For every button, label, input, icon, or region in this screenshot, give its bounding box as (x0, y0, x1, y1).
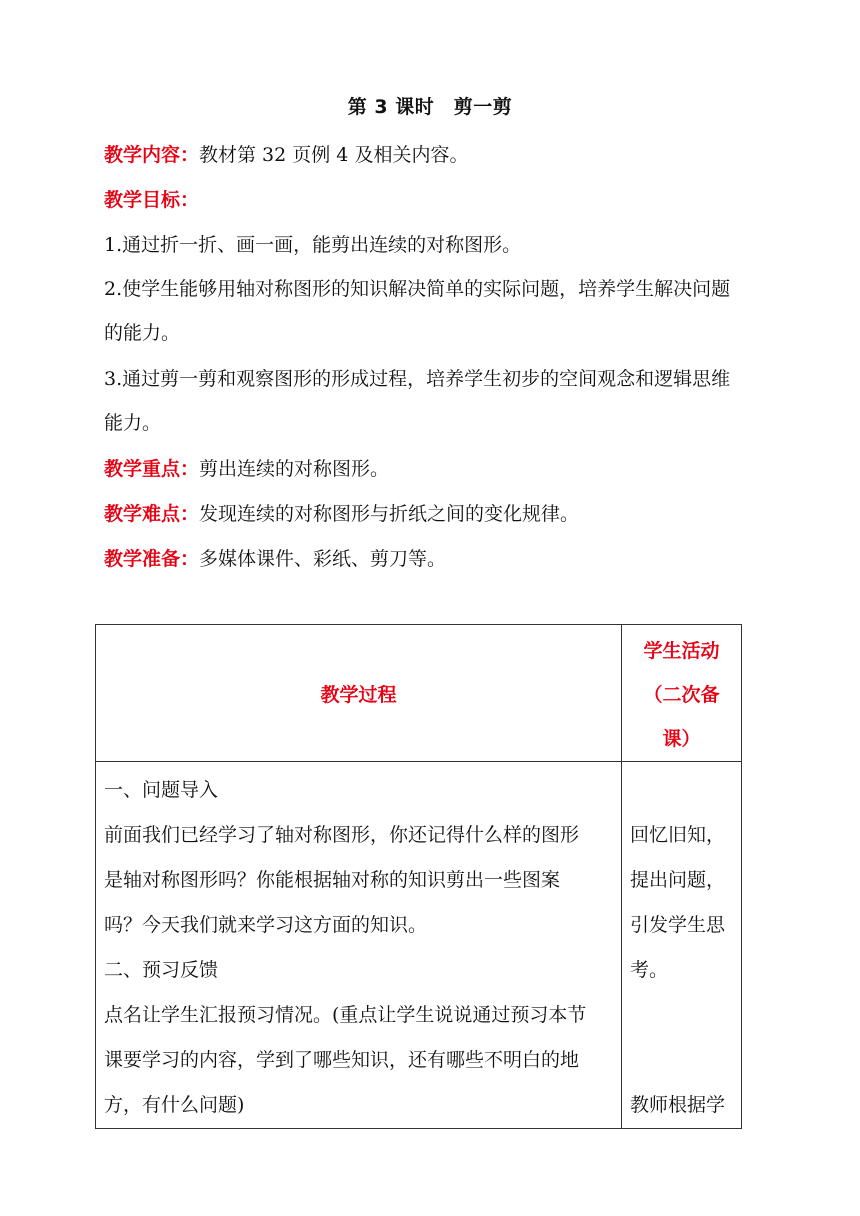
header-student-activity (622, 625, 742, 762)
key-point-label: 教学重点： (104, 458, 200, 480)
teaching-content-line (104, 140, 468, 167)
preparation-label: 教学准备： (104, 548, 200, 570)
difficulty-label: 教学难点： (104, 503, 200, 525)
difficulty-text: 发现连续的对称图形与折纸之间的变化规律。 (199, 503, 580, 525)
paragraph-line: 方，有什么问题) (104, 1094, 245, 1116)
header-side-line: 课） (662, 728, 701, 750)
paragraph-line: 前面我们已经学习了轴对称图形，你还记得什么样的图形 (104, 824, 580, 846)
paragraph-line: 吗？今天我们就来学习这方面的知识。 (104, 914, 428, 936)
preparation-text: 多媒体课件、彩纸、剪刀等。 (199, 548, 447, 570)
activity-line: 考。 (630, 959, 669, 981)
table-header-row (96, 625, 742, 762)
activity-line: 回忆旧知， (630, 824, 726, 846)
teaching-process-table (95, 624, 742, 1129)
header-teaching-process: 教学过程 (96, 625, 622, 762)
activity-line: 引发学生思 (630, 914, 726, 936)
difficulty-line (104, 499, 579, 526)
header-side-line: （二次备 (643, 684, 720, 706)
goal-3-line-2: 能力。 (104, 412, 162, 434)
student-activity-cell (622, 762, 742, 1129)
paragraph-line: 点名让学生汇报预习情况。(重点让学生说说通过预习本节 (104, 1004, 587, 1026)
teaching-goals-label: 教学目标： (104, 189, 200, 211)
activity-line: 提出问题， (630, 869, 726, 891)
goal-2-line-2: 的能力。 (104, 322, 181, 344)
preparation-line (104, 544, 446, 571)
table-body-row (96, 762, 742, 1129)
section-title: 一、问题导入 (104, 779, 219, 801)
paragraph-line: 是轴对称图形吗？你能根据轴对称的知识剪出一些图案 (104, 869, 561, 891)
key-point-line (104, 454, 389, 481)
page-title: 第 3 课时 剪一剪 (347, 96, 513, 118)
goal-2-line-1: 2.使学生能够用轴对称图形的知识解决简单的实际问题，培养学生解决问题 (104, 278, 731, 300)
paragraph-line: 课要学习的内容，学到了哪些知识，还有哪些不明白的地 (104, 1049, 580, 1071)
section-title: 二、预习反馈 (104, 959, 219, 981)
key-point-text: 剪出连续的对称图形。 (199, 458, 390, 480)
teaching-goals-line (104, 185, 199, 212)
goal-1: 1.通过折一折、画一画，能剪出连续的对称图形。 (104, 234, 522, 256)
teaching-content-label: 教学内容： (104, 144, 200, 166)
teaching-content-text: 教材第 32 页例 4 及相关内容。 (199, 144, 469, 166)
process-content-cell (96, 762, 622, 1129)
header-side-line: 学生活动 (643, 640, 720, 662)
goal-3-line-1: 3.通过剪一剪和观察图形的形成过程，培养学生初步的空间观念和逻辑思维 (104, 368, 731, 390)
activity-line: 教师根据学 (630, 1094, 726, 1116)
